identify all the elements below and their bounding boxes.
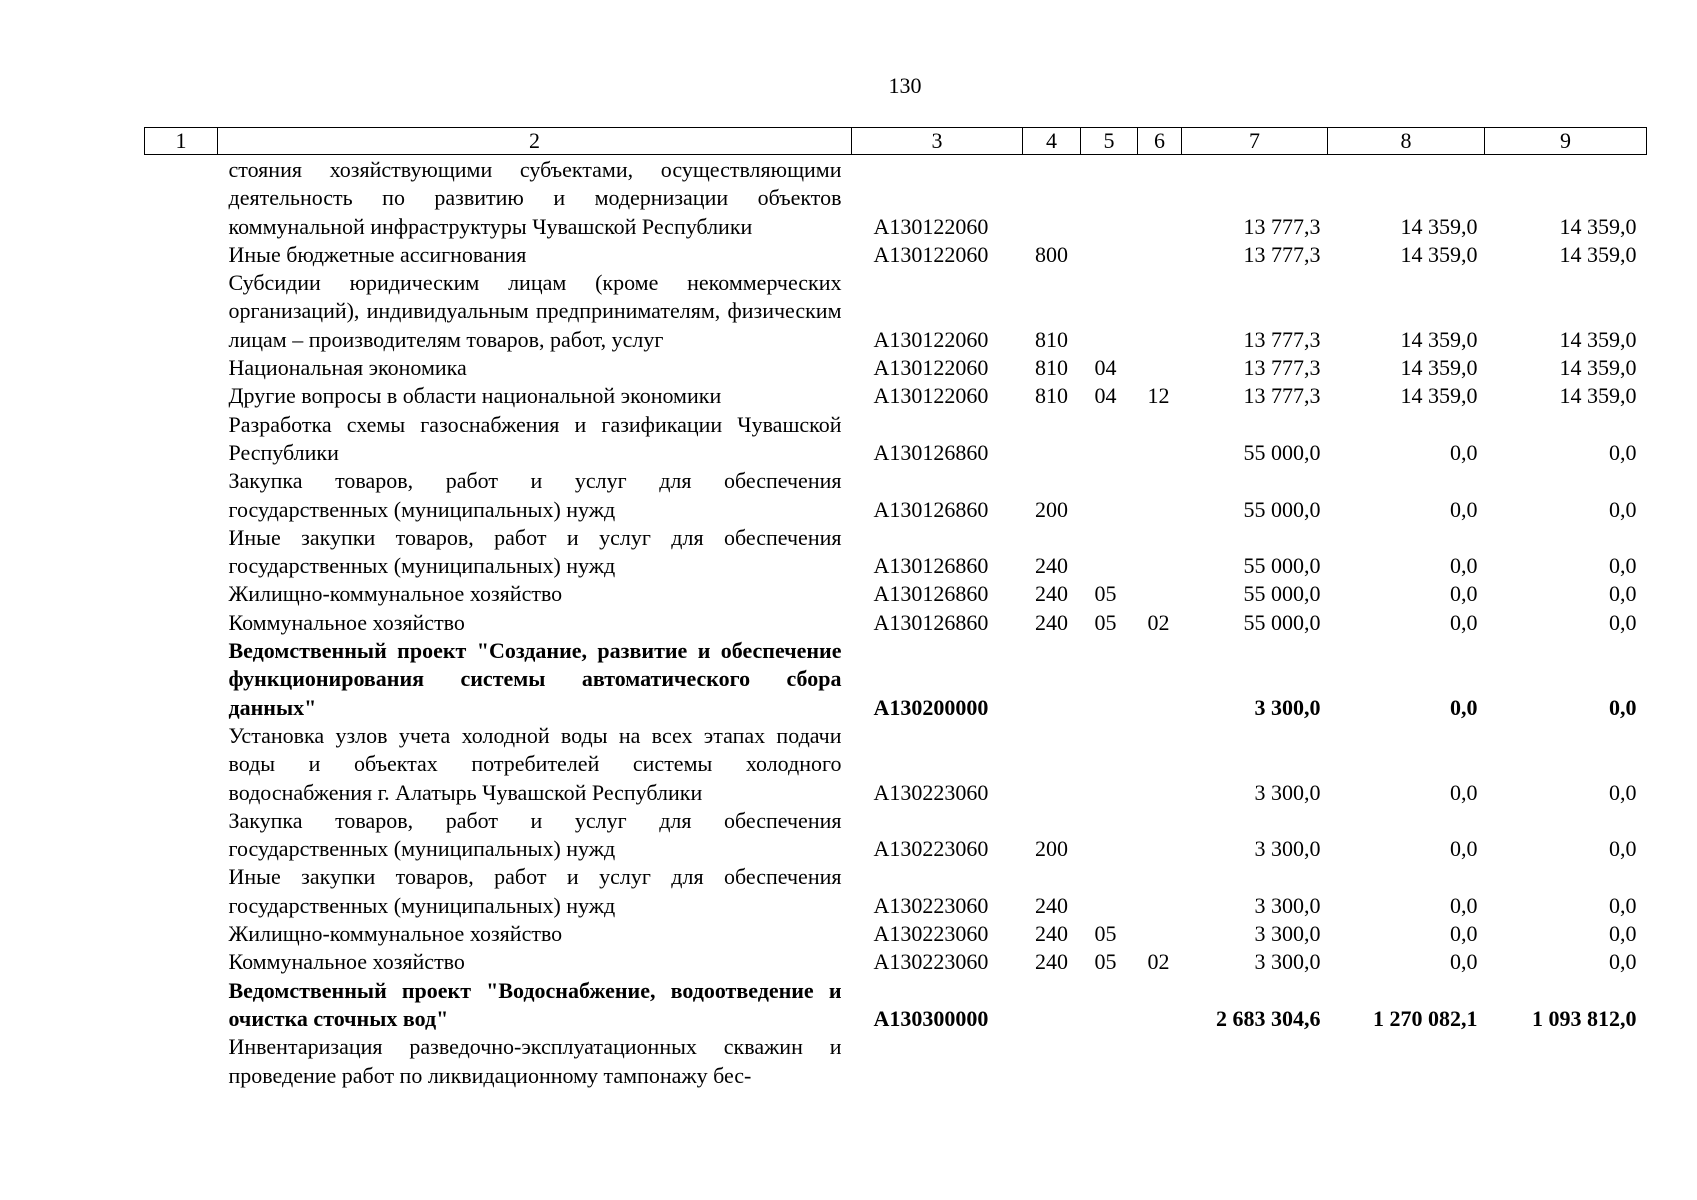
row-amount-year-2: 0,0 bbox=[1450, 694, 1478, 720]
row-subsection bbox=[1138, 155, 1182, 241]
row-section bbox=[1081, 1033, 1138, 1090]
table-row bbox=[145, 977, 1647, 1034]
num-col-1 bbox=[145, 241, 218, 269]
row-amount-year-1: 3 300,0 bbox=[1254, 949, 1321, 975]
row-description: Закупка товаров, работ и услуг для обеспечения государственных (муниципальных) нужд bbox=[228, 468, 842, 522]
row-subsection bbox=[1138, 863, 1182, 920]
col-header-3: 3 bbox=[852, 128, 1023, 155]
row-amount-year-2: 0,0 bbox=[1450, 581, 1478, 607]
row-amount-year-3: 0,0 bbox=[1609, 949, 1637, 975]
row-expense-type bbox=[1023, 1033, 1081, 1090]
num-col-1 bbox=[145, 637, 218, 722]
row-description: Иные бюджетные ассигнования bbox=[228, 241, 527, 267]
row-amount-year-1: 3 300,0 bbox=[1254, 836, 1321, 862]
row-amount-year-2: 0,0 bbox=[1450, 496, 1478, 522]
row-target-code: А130223060 bbox=[873, 892, 989, 918]
table-row bbox=[145, 155, 1647, 241]
row-amount-year-2: 0,0 bbox=[1450, 949, 1478, 975]
row-amount-year-1 bbox=[1182, 1033, 1328, 1090]
num-col-1 bbox=[145, 382, 218, 410]
num-col-1 bbox=[145, 863, 218, 920]
num-col-1 bbox=[145, 155, 218, 241]
num-col-1 bbox=[145, 269, 218, 354]
row-expense-type bbox=[1023, 977, 1081, 1034]
row-amount-year-1: 13 777,3 bbox=[1243, 326, 1321, 352]
row-description: Субсидии юридическим лицам (кроме некоммерческих организаций), индивидуальным предпринимателям, физическим лицам – производителям товаров, работ, услуг bbox=[228, 270, 842, 352]
row-section bbox=[1081, 467, 1138, 524]
row-subsection: 02 bbox=[1147, 609, 1170, 635]
row-section bbox=[1081, 524, 1138, 581]
table-row bbox=[145, 920, 1647, 948]
row-amount-year-2: 14 359,0 bbox=[1400, 355, 1478, 381]
row-section bbox=[1081, 269, 1138, 354]
row-amount-year-1: 13 777,3 bbox=[1243, 213, 1321, 239]
row-target-code: А130122060 bbox=[873, 241, 989, 267]
row-target-code: А130126860 bbox=[873, 609, 989, 635]
row-amount-year-1: 3 300,0 bbox=[1254, 921, 1321, 947]
row-expense-type bbox=[1023, 637, 1081, 722]
row-expense-type: 800 bbox=[1035, 241, 1068, 267]
row-expense-type bbox=[1023, 722, 1081, 807]
row-amount-year-3: 0,0 bbox=[1609, 553, 1637, 579]
row-section bbox=[1081, 722, 1138, 807]
row-subsection: 12 bbox=[1147, 383, 1170, 409]
table-row bbox=[145, 637, 1647, 722]
table-row bbox=[145, 524, 1647, 581]
row-description: Жилищно-коммунальное хозяйство bbox=[228, 921, 563, 947]
row-amount-year-3: 0,0 bbox=[1609, 694, 1637, 720]
col-header-1: 1 bbox=[145, 128, 218, 155]
row-amount-year-2: 14 359,0 bbox=[1400, 326, 1478, 352]
col-header-5: 5 bbox=[1081, 128, 1138, 155]
row-description: Разработка схемы газоснабжения и газификации Чувашской Республики bbox=[228, 411, 842, 465]
row-subsection: 02 bbox=[1147, 949, 1170, 975]
row-target-code: А130122060 bbox=[873, 326, 989, 352]
row-description: Установка узлов учета холодной воды на всех этапах подачи воды и объектах потребителей системы холодного водоснабжения г. Алатырь Чувашской Республики bbox=[228, 722, 842, 805]
row-target-code: А130300000 bbox=[873, 1005, 989, 1031]
row-expense-type: 240 bbox=[1035, 949, 1068, 975]
row-subsection bbox=[1138, 807, 1182, 864]
row-section: 04 bbox=[1094, 355, 1117, 381]
row-amount-year-3: 0,0 bbox=[1609, 439, 1637, 465]
row-target-code bbox=[852, 1033, 1023, 1090]
row-amount-year-2: 0,0 bbox=[1450, 553, 1478, 579]
num-col-1 bbox=[145, 411, 218, 468]
row-expense-type: 810 bbox=[1035, 383, 1068, 409]
row-subsection bbox=[1138, 354, 1182, 382]
row-amount-year-3: 0,0 bbox=[1609, 496, 1637, 522]
row-amount-year-1: 55 000,0 bbox=[1243, 553, 1321, 579]
row-target-code: А130126860 bbox=[873, 553, 989, 579]
row-amount-year-2: 0,0 bbox=[1450, 892, 1478, 918]
row-amount-year-1: 55 000,0 bbox=[1243, 581, 1321, 607]
row-section bbox=[1081, 411, 1138, 468]
table-row bbox=[145, 807, 1647, 864]
row-expense-type: 810 bbox=[1035, 326, 1068, 352]
num-col-1 bbox=[145, 580, 218, 608]
table-row bbox=[145, 948, 1647, 976]
row-description: Национальная экономика bbox=[228, 355, 467, 381]
num-col-1 bbox=[145, 948, 218, 976]
row-subsection bbox=[1138, 524, 1182, 581]
table-header bbox=[145, 128, 1647, 155]
row-expense-type: 200 bbox=[1035, 496, 1068, 522]
row-target-code: А130126860 bbox=[873, 581, 989, 607]
row-expense-type: 240 bbox=[1035, 553, 1068, 579]
row-subsection bbox=[1138, 920, 1182, 948]
row-description: Другие вопросы в области национальной экономики bbox=[228, 383, 722, 409]
row-description: Инвентаризация разведочно-эксплуатационных скважин и проведение работ по ликвидационному тампонажу бес- bbox=[228, 1034, 842, 1088]
row-amount-year-1: 55 000,0 bbox=[1243, 496, 1321, 522]
row-subsection bbox=[1138, 637, 1182, 722]
table-row bbox=[145, 382, 1647, 410]
row-description: Ведомственный проект "Водоснабжение, водоотведение и очистка сточных вод" bbox=[228, 977, 842, 1031]
row-expense-type: 240 bbox=[1035, 892, 1068, 918]
row-target-code: А130122060 bbox=[873, 355, 989, 381]
row-section bbox=[1081, 637, 1138, 722]
row-amount-year-2 bbox=[1328, 1033, 1485, 1090]
row-section: 05 bbox=[1094, 921, 1117, 947]
row-target-code: А130122060 bbox=[873, 213, 989, 239]
row-amount-year-2: 1 270 082,1 bbox=[1373, 1005, 1478, 1031]
row-expense-type bbox=[1023, 155, 1081, 241]
row-expense-type: 240 bbox=[1035, 609, 1068, 635]
num-col-1 bbox=[145, 807, 218, 864]
col-header-7: 7 bbox=[1182, 128, 1328, 155]
row-amount-year-2: 14 359,0 bbox=[1400, 383, 1478, 409]
col-header-4: 4 bbox=[1023, 128, 1081, 155]
row-amount-year-2: 14 359,0 bbox=[1400, 213, 1478, 239]
row-subsection bbox=[1138, 269, 1182, 354]
row-description: Закупка товаров, работ и услуг для обеспечения государственных (муниципальных) нужд bbox=[228, 807, 842, 862]
row-target-code: А130223060 bbox=[873, 949, 989, 975]
row-description: Иные закупки товаров, работ и услуг для обеспечения государственных (муниципальных) нужд bbox=[228, 864, 842, 918]
col-header-6: 6 bbox=[1138, 128, 1182, 155]
row-description: Иные закупки товаров, работ и услуг для обеспечения государственных (муниципальных) нужд bbox=[228, 524, 842, 579]
table-row bbox=[145, 609, 1647, 637]
row-amount-year-2: 14 359,0 bbox=[1400, 241, 1478, 267]
num-col-1 bbox=[145, 524, 218, 581]
table-body bbox=[145, 155, 1647, 1090]
row-subsection bbox=[1138, 411, 1182, 468]
num-col-1 bbox=[145, 920, 218, 948]
row-target-code: А130223060 bbox=[873, 836, 989, 862]
num-col-1 bbox=[145, 467, 218, 524]
col-header-8: 8 bbox=[1328, 128, 1485, 155]
row-description: Коммунальное хозяйство bbox=[228, 949, 465, 975]
row-subsection bbox=[1138, 977, 1182, 1034]
budget-table bbox=[144, 127, 1647, 1090]
table-row bbox=[145, 411, 1647, 468]
num-col-1 bbox=[145, 609, 218, 637]
row-amount-year-1: 13 777,3 bbox=[1243, 355, 1321, 381]
row-amount-year-3: 0,0 bbox=[1609, 892, 1637, 918]
budget-table-container bbox=[144, 127, 1646, 1090]
num-col-1 bbox=[145, 977, 218, 1034]
row-expense-type: 200 bbox=[1035, 836, 1068, 862]
num-col-1 bbox=[145, 722, 218, 807]
row-section: 05 bbox=[1094, 609, 1117, 635]
row-section bbox=[1081, 807, 1138, 864]
num-col-1 bbox=[145, 354, 218, 382]
row-amount-year-2: 0,0 bbox=[1450, 439, 1478, 465]
row-amount-year-3 bbox=[1485, 1033, 1647, 1090]
table-row bbox=[145, 1033, 1647, 1090]
row-amount-year-1: 3 300,0 bbox=[1254, 892, 1321, 918]
row-expense-type: 240 bbox=[1035, 581, 1068, 607]
row-amount-year-1: 13 777,3 bbox=[1243, 241, 1321, 267]
row-amount-year-2: 0,0 bbox=[1450, 609, 1478, 635]
row-section: 04 bbox=[1094, 383, 1117, 409]
row-description: Ведомственный проект "Создание, развитие и обеспечение функционирования системы автоматического сбора данных" bbox=[228, 638, 842, 720]
row-amount-year-3: 0,0 bbox=[1609, 921, 1637, 947]
row-amount-year-3: 14 359,0 bbox=[1559, 241, 1637, 267]
row-amount-year-2: 0,0 bbox=[1450, 836, 1478, 862]
table-row bbox=[145, 241, 1647, 269]
row-section: 05 bbox=[1094, 581, 1117, 607]
row-amount-year-1: 55 000,0 bbox=[1243, 609, 1321, 635]
col-header-2: 2 bbox=[218, 128, 852, 155]
row-description: Коммунальное хозяйство bbox=[228, 609, 465, 635]
row-expense-type bbox=[1023, 411, 1081, 468]
table-row bbox=[145, 580, 1647, 608]
table-row bbox=[145, 354, 1647, 382]
row-amount-year-3: 0,0 bbox=[1609, 581, 1637, 607]
row-amount-year-1: 3 300,0 bbox=[1254, 779, 1321, 805]
row-section: 05 bbox=[1094, 949, 1117, 975]
row-amount-year-3: 14 359,0 bbox=[1559, 326, 1637, 352]
row-amount-year-3: 0,0 bbox=[1609, 836, 1637, 862]
row-description: Жилищно-коммунальное хозяйство bbox=[228, 581, 563, 607]
row-target-code: А130126860 bbox=[873, 496, 989, 522]
row-subsection bbox=[1138, 580, 1182, 608]
row-amount-year-1: 55 000,0 bbox=[1243, 439, 1321, 465]
row-subsection bbox=[1138, 1033, 1182, 1090]
row-section bbox=[1081, 977, 1138, 1034]
row-target-code: А130122060 bbox=[873, 383, 989, 409]
row-amount-year-3: 14 359,0 bbox=[1559, 355, 1637, 381]
row-amount-year-3: 14 359,0 bbox=[1559, 383, 1637, 409]
row-amount-year-3: 1 093 812,0 bbox=[1532, 1005, 1637, 1031]
row-amount-year-1: 13 777,3 bbox=[1243, 383, 1321, 409]
row-subsection bbox=[1138, 722, 1182, 807]
row-amount-year-3: 0,0 bbox=[1609, 609, 1637, 635]
row-target-code: А130200000 bbox=[873, 694, 989, 720]
table-row bbox=[145, 722, 1647, 807]
row-amount-year-3: 0,0 bbox=[1609, 779, 1637, 805]
row-section bbox=[1081, 155, 1138, 241]
row-subsection bbox=[1138, 467, 1182, 524]
table-row bbox=[145, 269, 1647, 354]
table-row bbox=[145, 467, 1647, 524]
row-expense-type: 810 bbox=[1035, 355, 1068, 381]
row-amount-year-1: 3 300,0 bbox=[1254, 694, 1321, 720]
col-header-9: 9 bbox=[1485, 128, 1647, 155]
row-target-code: А130223060 bbox=[873, 921, 989, 947]
row-amount-year-2: 0,0 bbox=[1450, 779, 1478, 805]
row-section bbox=[1081, 241, 1138, 269]
row-amount-year-3: 14 359,0 bbox=[1559, 213, 1637, 239]
row-expense-type: 240 bbox=[1035, 921, 1068, 947]
column-number-row bbox=[145, 128, 1647, 155]
table-row bbox=[145, 863, 1647, 920]
row-amount-year-2: 0,0 bbox=[1450, 921, 1478, 947]
num-col-1 bbox=[145, 1033, 218, 1090]
row-subsection bbox=[1138, 241, 1182, 269]
row-amount-year-1: 2 683 304,6 bbox=[1216, 1005, 1321, 1031]
row-description: стояния хозяйствующими субъектами, осуществляющими деятельность по развитию и модернизации объектов коммунальной инфраструктуры Чувашской Республики bbox=[228, 157, 842, 239]
row-target-code: А130223060 bbox=[873, 779, 989, 805]
row-target-code: А130126860 bbox=[873, 439, 989, 465]
page-number: 130 bbox=[888, 73, 922, 98]
row-section bbox=[1081, 863, 1138, 920]
